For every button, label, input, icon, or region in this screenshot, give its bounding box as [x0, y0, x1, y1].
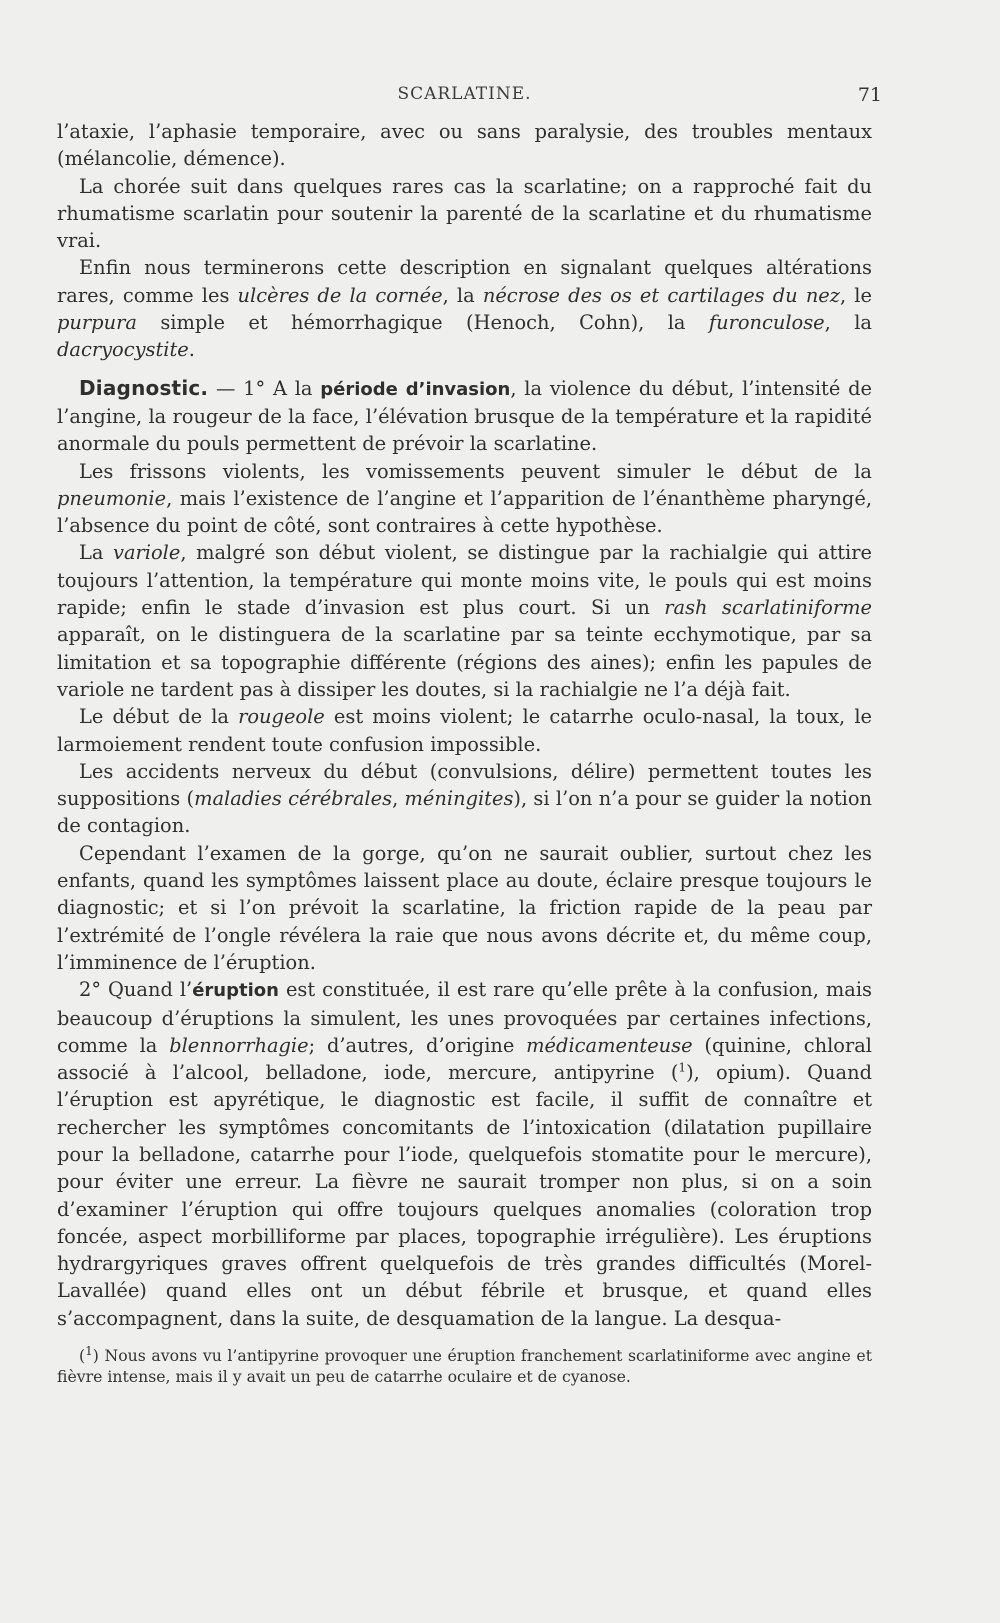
- paragraph-1: l’ataxie, l’aphasie temporaire, avec ou sans paralysie, des troubles mentaux (mélancolie, démence).: [57, 120, 872, 171]
- text-run: Les frissons violents, les vomissements peuvent simuler le début de la: [79, 459, 872, 483]
- book-page: [57, 84, 882, 1387]
- page-number: 71: [857, 84, 882, 106]
- text-run: ,: [392, 787, 405, 811]
- text-run: ), opium). Quand l’éruption est apyrétique, le diagnostic est facile, il suffit de connaître et rechercher les symptômes concomitants de l’intoxication (dilatation pupillaire pour la belladone, catarrhe pour l’iode, quelquefois stomatite pour le mercure), pour éviter une erreur. La fièvre ne saurait tromper non plus, si on a soin d’examiner l’éruption qui offre toujours quelques anomalies (coloration trop foncée, aspect morbilliforme par places, topographie irrégulière). Les éruptions hydrargyriques graves offrent quelquefois de très grandes difficultés (Morel-Lavallée) quand elles ont un début fébrile et brusque, et quand elles s’accompagnent, dans la suite, de desquamation de la langue. La desqua-: [57, 1061, 873, 1330]
- text-run: est moins violent; le catarrhe oculo-nasal, la toux, le larmoiement rendent toute confusion impossible.: [57, 705, 872, 756]
- text-run: est constituée, il est rare qu’elle prête à la confusion, mais beaucoup d’éruptions la simulent, les unes provoquées par certaines infections, comme la: [57, 978, 872, 1057]
- paragraph-6: [57, 539, 872, 703]
- paragraph-2: La chorée suit dans quelques rares cas la scarlatine; on a rapproché fait du rhumatisme scarlatin pour soutenir la parenté de la scarlatine et du rhumatisme vrai.: [57, 174, 872, 253]
- footnote-mark: 1: [85, 1343, 93, 1358]
- paragraph-9: Cependant l’examen de la gorge, qu’on ne saurait oublier, surtout chez les enfants, quand les symptômes laissent place au doute, éclaire presque toujours le diagnostic; et si l’on prévoit la scarlatine, la friction rapide de la peau par l’extrémité de l’ongle révélera la raie que nous avons décrite et, du même coup, l’imminence de l’éruption.: [57, 841, 872, 974]
- text-run: .: [188, 338, 195, 362]
- italic-term: ulcères de la cornée: [237, 283, 443, 307]
- text-run: Enfin nous terminerons cette description en signalant quelques altérations rares, comme les: [57, 256, 872, 307]
- text-run: 2° Quand l’: [79, 978, 193, 1002]
- section-heading: Diagnostic.: [79, 375, 209, 400]
- text-run: , la violence du début, l’intensité de l’angine, la rougeur de la face, l’élévation brusque de la température et la rapidité anormale du pouls permettent de prévoir la scarlatine.: [57, 376, 872, 456]
- italic-term: dacryocystite: [57, 338, 189, 362]
- text-run: , la: [442, 283, 483, 307]
- italic-term: maladies cérébrales: [194, 787, 393, 811]
- paragraph-eruption: [57, 976, 872, 1332]
- text-run: (quinine, chloral associé à l’alcool, belladone, iode, mercure, antipyrine (: [57, 1033, 872, 1085]
- bold-term: période d’invasion: [320, 378, 511, 400]
- italic-term: rougeole: [238, 705, 325, 729]
- text-run: , la: [824, 311, 872, 335]
- text-run: ), si l’on n’a pour se guider la notion de contagion.: [57, 787, 872, 838]
- running-header: [57, 84, 882, 112]
- text-run: — 1° A la: [208, 376, 321, 400]
- running-title: SCARLATINE.: [397, 84, 532, 104]
- text-run: La: [79, 541, 114, 565]
- paragraph-8: [57, 758, 872, 840]
- italic-term: méningites: [404, 787, 514, 811]
- text-run: Les accidents nerveux du début (convulsions, délire) permettent toutes les suppositions (: [57, 759, 872, 811]
- text-run: simple et hémorrhagique (Henoch, Cohn), la: [136, 311, 709, 335]
- body-text: [57, 118, 872, 1332]
- footnote: ($^1$) Nous avons vu l’antipyrine provoquer une éruption franchement scarlatiniforme avec angine et fièvre intense, mais il y avait un peu de catarrhe oculaire et de cyanose.: [57, 1343, 872, 1386]
- text-run: , malgré son début violent, se distingue par la rachialgie qui attire toujours l’attention, la température qui monte moins vite, le pouls qui est moins rapide; enfin le stade d’invasion est plus court. Si un: [57, 541, 872, 620]
- italic-term: nécrose des os et cartilages du nez: [482, 283, 840, 307]
- text-run: , le: [840, 283, 872, 307]
- text-run: , mais l’existence de l’angine et l’apparition de l’énanthème pharyngé, l’absence du point de côté, sont contraires à cette hypothèse.: [57, 486, 872, 538]
- bold-term: éruption: [192, 980, 279, 1002]
- italic-term: médicamenteuse: [526, 1033, 693, 1057]
- italic-term: pneumonie: [57, 486, 167, 510]
- paragraph-5: [57, 458, 872, 540]
- paragraph-3: [57, 254, 872, 363]
- italic-term: furonculose: [708, 311, 825, 335]
- italic-term: variole: [113, 541, 181, 565]
- italic-term: purpura: [57, 311, 137, 335]
- text-run: apparaît, on le distinguera de la scarlatine par sa teinte ecchymotique, par sa limitation et sa topographie différente (régions des aines); enfin les papules de variole ne tardent pas à dissiper les doutes, si la rachialgie ne l’a déjà fait.: [57, 623, 872, 701]
- footnote-reference[interactable]: 1: [678, 1060, 687, 1075]
- italic-term: blennorrhagie: [169, 1033, 309, 1057]
- text-run: ; d’autres, d’origine: [308, 1033, 527, 1057]
- paragraph-7: [57, 703, 872, 758]
- italic-term: rash scarlatiniforme: [664, 596, 872, 620]
- footnote-text: Nous avons vu l’antipyrine provoquer une éruption franchement scarlatiniforme avec angine et fièvre intense, mais il y avait un peu de catarrhe oculaire et de cyanose.: [57, 1346, 872, 1386]
- paragraph-diagnostic: [57, 375, 872, 458]
- text-run: Le début de la: [79, 705, 239, 729]
